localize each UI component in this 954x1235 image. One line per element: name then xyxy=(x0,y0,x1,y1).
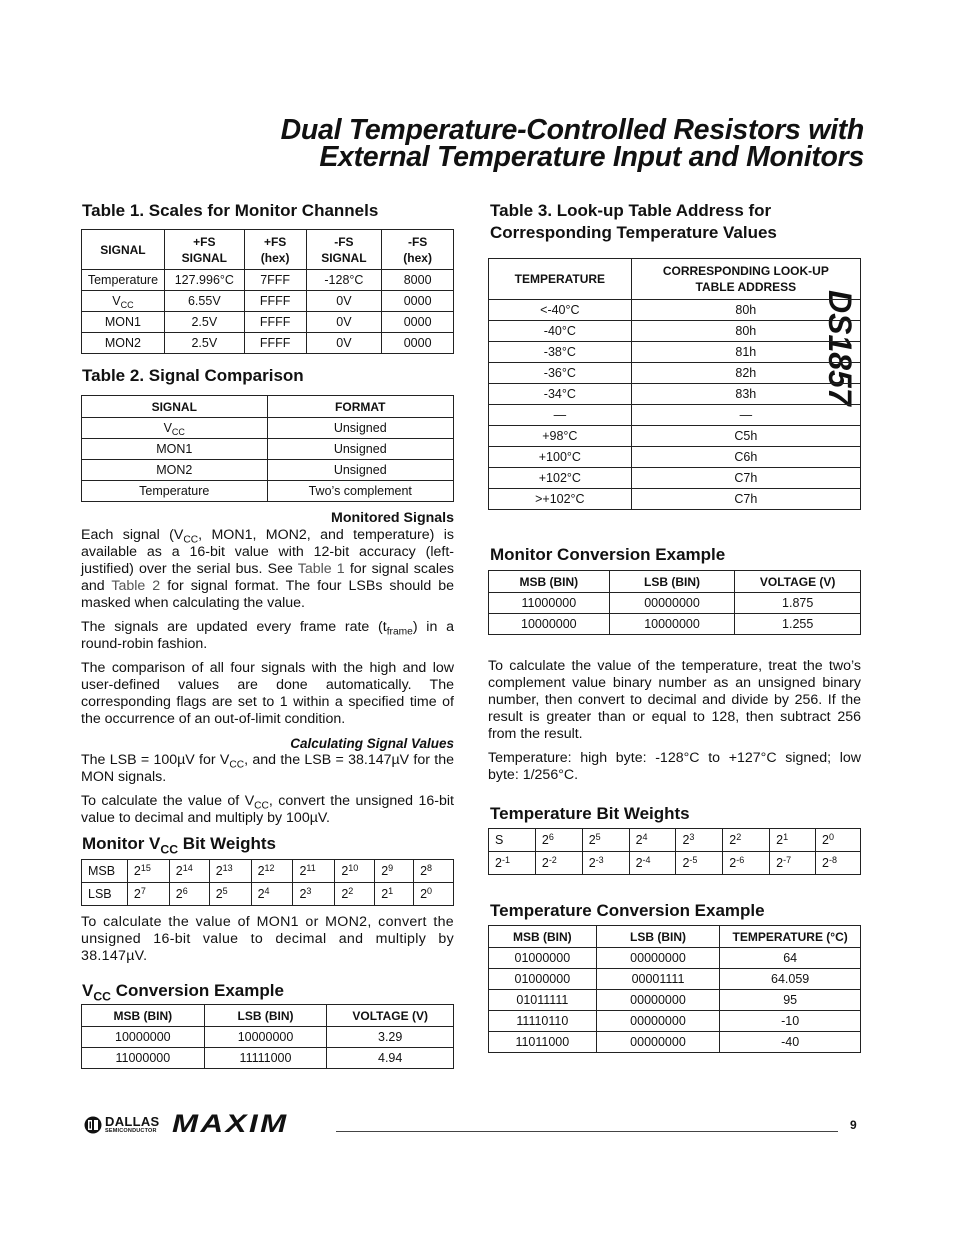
table-cell: 00000000 xyxy=(596,1011,720,1032)
table2-header-row xyxy=(82,396,454,418)
table-cell: 3.29 xyxy=(327,1027,454,1048)
table-cell: MSB xyxy=(82,860,128,883)
table-row xyxy=(82,418,454,439)
table-cell: $2^{10}$ xyxy=(335,860,375,883)
table-cell: 10000000 xyxy=(82,1027,205,1048)
table-cell: -128°C xyxy=(306,270,382,291)
table-cell: FFFF xyxy=(244,333,306,354)
table-cell: -10 xyxy=(720,1011,861,1032)
table-header: MSB (BIN) xyxy=(82,1005,205,1027)
table-cell: $2^{12}$ xyxy=(251,860,293,883)
table-cell: $2^7$ xyxy=(127,883,169,906)
monitor-example-heading: Monitor Conversion Example xyxy=(490,545,726,564)
table-cell: 11000000 xyxy=(489,593,610,614)
table-cell: — xyxy=(489,405,632,426)
temperature-text xyxy=(488,658,861,791)
table-cell: $2^0$ xyxy=(414,883,454,906)
table3-header: TEMPERATURE xyxy=(489,259,632,300)
table2-header: FORMAT xyxy=(267,396,454,418)
table3-caption-line2: Corresponding Temperature Values xyxy=(490,223,777,242)
table-row xyxy=(489,363,861,384)
table-cell: MON2 xyxy=(82,333,165,354)
table-cell: 1.875 xyxy=(735,593,861,614)
table-row xyxy=(489,593,861,614)
table-cell: -34°C xyxy=(489,384,632,405)
table-cell: -40°C xyxy=(489,321,632,342)
table-cell: 11011000 xyxy=(489,1032,597,1053)
table2-link[interactable]: Table 2 xyxy=(111,578,161,594)
table-cell: 1.255 xyxy=(735,614,861,635)
table-row xyxy=(82,333,454,354)
table-cell: Temperature xyxy=(82,481,268,502)
table3-header: CORRESPONDING LOOK-UP TABLE ADDRESS xyxy=(631,259,860,300)
table-cell: $2^{-1}$ xyxy=(489,852,536,875)
table-cell: $2^{-3}$ xyxy=(582,852,629,875)
paragraph: The signals are updated every frame rate $(t_{frame})$ in a round-robin fashion. xyxy=(81,619,454,652)
table-cell: $2^{-2}$ xyxy=(535,852,582,875)
table1-link[interactable]: Table 1 xyxy=(297,561,345,577)
table1-header: -FS SIGNAL xyxy=(306,230,382,270)
table-cell: 64 xyxy=(720,948,861,969)
table-row xyxy=(489,1011,861,1032)
table-cell: 2.5V xyxy=(164,333,244,354)
table-cell: $2^8$ xyxy=(414,860,454,883)
table-cell: $2^0$ xyxy=(816,829,861,852)
table1-caption: Table 1. Scales for Monitor Channels xyxy=(82,201,379,220)
table-cell: $2^1$ xyxy=(375,883,414,906)
table-row xyxy=(489,829,861,852)
table-cell: $2^{15}$ xyxy=(127,860,169,883)
table-header: LSB (BIN) xyxy=(609,571,735,593)
table-cell: $2^1$ xyxy=(770,829,816,852)
table-cell: 82h xyxy=(631,363,860,384)
table-header-row xyxy=(489,926,861,948)
table-cell: <-40°C xyxy=(489,300,632,321)
table-cell: $2^2$ xyxy=(335,883,375,906)
table-cell: 0000 xyxy=(382,312,454,333)
table-cell: >+102°C xyxy=(489,489,632,510)
table1-header: -FS (hex) xyxy=(382,230,454,270)
table-header: TEMPERATURE (°C) xyxy=(720,926,861,948)
table-cell: $2^3$ xyxy=(293,883,335,906)
table-cell: -36°C xyxy=(489,363,632,384)
calculating-text xyxy=(81,752,454,834)
table-cell: +98°C xyxy=(489,426,632,447)
table-cell: 80h xyxy=(631,321,860,342)
table3-caption-line1: Table 3. Look-up Table Address for xyxy=(490,201,772,220)
table-cell: C5h xyxy=(631,426,860,447)
table-cell: $V_{CC}$ xyxy=(82,291,165,312)
table-cell: Two’s complement xyxy=(267,481,454,502)
table-cell: 10000000 xyxy=(609,614,735,635)
table-row xyxy=(489,948,861,969)
part-number-sidebar: DS1857 xyxy=(822,290,858,406)
table-row xyxy=(82,1048,454,1069)
table-cell: LSB xyxy=(82,883,128,906)
paragraph: To calculate the value of the temperature, treat the two’s complement value binary number as an unsigned binary number, then convert to decimal and divide by 256. If the result is greater than or equal to 128, then subtract 256 from the result. xyxy=(488,658,861,742)
paragraph: The comparison of all four signals with the high and low user-defined values are done automatically. The corresponding flags are set to 1 within a specified time of the occurrence of an out-of-limit condition. xyxy=(81,660,454,727)
table-cell: $2^6$ xyxy=(535,829,582,852)
table-cell: $2^6$ xyxy=(169,883,209,906)
table-row xyxy=(489,426,861,447)
maxim-logo xyxy=(172,1110,289,1138)
table-cell: 0000 xyxy=(382,291,454,312)
table-row xyxy=(489,489,861,510)
vcc-example-heading: $V_{CC}$ Conversion Example xyxy=(82,981,284,1004)
table-cell: 11110110 xyxy=(489,1011,597,1032)
table-cell: 81h xyxy=(631,342,860,363)
table-cell: $2^9$ xyxy=(375,860,414,883)
table-cell: $2^{13}$ xyxy=(209,860,251,883)
table-header: VOLTAGE (V) xyxy=(735,571,861,593)
table-row xyxy=(82,460,454,481)
table-row xyxy=(489,321,861,342)
table-row xyxy=(489,969,861,990)
table-cell: Unsigned xyxy=(267,418,454,439)
table2-caption: Table 2. Signal Comparison xyxy=(82,366,304,385)
table-cell: 80h xyxy=(631,300,860,321)
page-title-line2: External Temperature Input and Monitors xyxy=(319,141,864,173)
table1-header-row xyxy=(82,230,454,270)
mon-paragraph xyxy=(81,914,454,972)
table-row xyxy=(82,291,454,312)
table-row xyxy=(82,883,454,906)
table-cell: $2^5$ xyxy=(582,829,629,852)
table-row xyxy=(82,439,454,460)
table-header: MSB (BIN) xyxy=(489,571,610,593)
table-cell: $2^{-7}$ xyxy=(770,852,816,875)
table-cell: $V_{CC}$ xyxy=(82,418,268,439)
table-cell: 01000000 xyxy=(489,948,597,969)
table-row xyxy=(82,860,454,883)
table-cell: MON1 xyxy=(82,312,165,333)
temperature-bit-weights-table xyxy=(488,828,861,875)
table-cell: $2^{11}$ xyxy=(293,860,335,883)
table-cell: 10000000 xyxy=(204,1027,327,1048)
page-title-line1: Dual Temperature-Controlled Resistors with xyxy=(280,114,864,146)
paragraph: Each signal ($V_{CC}$, MON1, MON2, and temperature) is available as a 16-bit value with 12-bit accuracy (left-justified) over the serial bus. See Table 1 for signal scales and Table 2 for signal format. The four LSBs should be masked when calculating the value. xyxy=(81,527,454,611)
table-cell: 83h xyxy=(631,384,860,405)
table2-header: SIGNAL xyxy=(82,396,268,418)
table-cell: 64.059 xyxy=(720,969,861,990)
table-cell: $2^{-6}$ xyxy=(723,852,770,875)
temperature-example-table xyxy=(488,925,861,1053)
table-row xyxy=(489,468,861,489)
table-cell: $2^2$ xyxy=(723,829,770,852)
table-cell: 0V xyxy=(306,333,382,354)
monitor-example-table xyxy=(488,570,861,635)
table-header: LSB (BIN) xyxy=(204,1005,327,1027)
table-cell: — xyxy=(631,405,860,426)
table-cell: FFFF xyxy=(244,291,306,312)
table-cell: MON1 xyxy=(82,439,268,460)
paragraph: Temperature: high byte: -128°C to +127°C signed; low byte: 1/256°C. xyxy=(488,750,861,783)
table-cell: 00000000 xyxy=(596,1032,720,1053)
table-row xyxy=(82,270,454,291)
table-cell: 7FFF xyxy=(244,270,306,291)
table-header: MSB (BIN) xyxy=(489,926,597,948)
table-row xyxy=(489,614,861,635)
table-cell: 01011111 xyxy=(489,990,597,1011)
table-cell: 2.5V xyxy=(164,312,244,333)
table-header-row xyxy=(489,571,861,593)
table-cell: 127.996°C xyxy=(164,270,244,291)
table-cell: -40 xyxy=(720,1032,861,1053)
table-cell: 00000000 xyxy=(609,593,735,614)
table-cell: 0V xyxy=(306,312,382,333)
table-row xyxy=(489,384,861,405)
table-cell: $2^{-8}$ xyxy=(816,852,861,875)
table-cell: 0V xyxy=(306,291,382,312)
table-cell: 10000000 xyxy=(489,614,610,635)
table1 xyxy=(81,229,454,354)
table1-header: SIGNAL xyxy=(82,230,165,270)
vcc-bit-weights-heading: Monitor $V_{CC}$ Bit Weights xyxy=(82,834,276,857)
table-cell: C7h xyxy=(631,489,860,510)
table-cell: 11000000 xyxy=(82,1048,205,1069)
table3-header-row xyxy=(489,259,861,300)
monitored-signals-text xyxy=(81,527,454,735)
table-cell: 4.94 xyxy=(327,1048,454,1069)
footer-divider xyxy=(336,1131,838,1132)
page-number: 9 xyxy=(850,1118,857,1132)
table-header: VOLTAGE (V) xyxy=(327,1005,454,1027)
paragraph: To calculate the value of $V_{CC}$, convert the unsigned 16-bit value to decimal and multiply by 100µV. xyxy=(81,793,454,826)
table-cell: Unsigned xyxy=(267,460,454,481)
table-cell: 00001111 xyxy=(596,969,720,990)
table-cell: $2^{-4}$ xyxy=(629,852,676,875)
table-cell: MON2 xyxy=(82,460,268,481)
table-cell: Temperature xyxy=(82,270,165,291)
table-cell: 11111000 xyxy=(204,1048,327,1069)
table-cell: 0000 xyxy=(382,333,454,354)
table-cell: 95 xyxy=(720,990,861,1011)
table-row xyxy=(82,481,454,502)
table-cell: C7h xyxy=(631,468,860,489)
paragraph: The LSB = 100µV for $V_{CC}$, and the LSB = 38.147µV for the MON signals. xyxy=(81,752,455,785)
table-cell: $2^4$ xyxy=(629,829,676,852)
table-cell: FFFF xyxy=(244,312,306,333)
vcc-bit-weights-table xyxy=(81,859,454,906)
table-row xyxy=(82,1027,454,1048)
table-cell: -38°C xyxy=(489,342,632,363)
table-cell: S xyxy=(489,829,536,852)
table-cell: $2^3$ xyxy=(676,829,723,852)
table-header-row xyxy=(82,1005,454,1027)
table-row xyxy=(489,990,861,1011)
table-cell: $2^4$ xyxy=(251,883,293,906)
table-cell: $2^{14}$ xyxy=(169,860,209,883)
table1-header: +FS (hex) xyxy=(244,230,306,270)
table-row xyxy=(489,342,861,363)
table-row xyxy=(489,447,861,468)
temperature-bit-weights-heading: Temperature Bit Weights xyxy=(490,804,690,823)
monitored-signals-heading: Monitored Signals xyxy=(331,510,454,526)
maxim-wordmark: MAXIM xyxy=(172,1110,289,1138)
dallas-wordmark: DALLAS xyxy=(105,1114,160,1129)
paragraph: To calculate the value of MON1 or MON2, convert the unsigned 16-bit value to decimal and multiply by 38.147µV. xyxy=(81,914,454,964)
table-row xyxy=(489,852,861,875)
table-cell: $2^{-5}$ xyxy=(676,852,723,875)
table2 xyxy=(81,395,454,502)
table-cell: +100°C xyxy=(489,447,632,468)
table-row xyxy=(489,300,861,321)
table-header: LSB (BIN) xyxy=(596,926,720,948)
calculating-heading: Calculating Signal Values xyxy=(290,736,454,751)
temperature-example-heading: Temperature Conversion Example xyxy=(490,901,765,920)
table-cell: C6h xyxy=(631,447,860,468)
table-cell: Unsigned xyxy=(267,439,454,460)
table-cell: 01000000 xyxy=(489,969,597,990)
table-row xyxy=(489,405,861,426)
semiconductor-wordmark: SEMICONDUCTOR xyxy=(105,1128,157,1134)
table3 xyxy=(488,258,861,510)
table-cell: +102°C xyxy=(489,468,632,489)
table-cell: 00000000 xyxy=(596,948,720,969)
dallas-mark-icon xyxy=(84,1116,102,1134)
table-cell: 00000000 xyxy=(596,990,720,1011)
table-cell: 8000 xyxy=(382,270,454,291)
table-cell: 6.55V xyxy=(164,291,244,312)
table-row xyxy=(489,1032,861,1053)
table-row xyxy=(82,312,454,333)
table1-header: +FS SIGNAL xyxy=(164,230,244,270)
vcc-example-table xyxy=(81,1004,454,1069)
table-cell: $2^5$ xyxy=(209,883,251,906)
